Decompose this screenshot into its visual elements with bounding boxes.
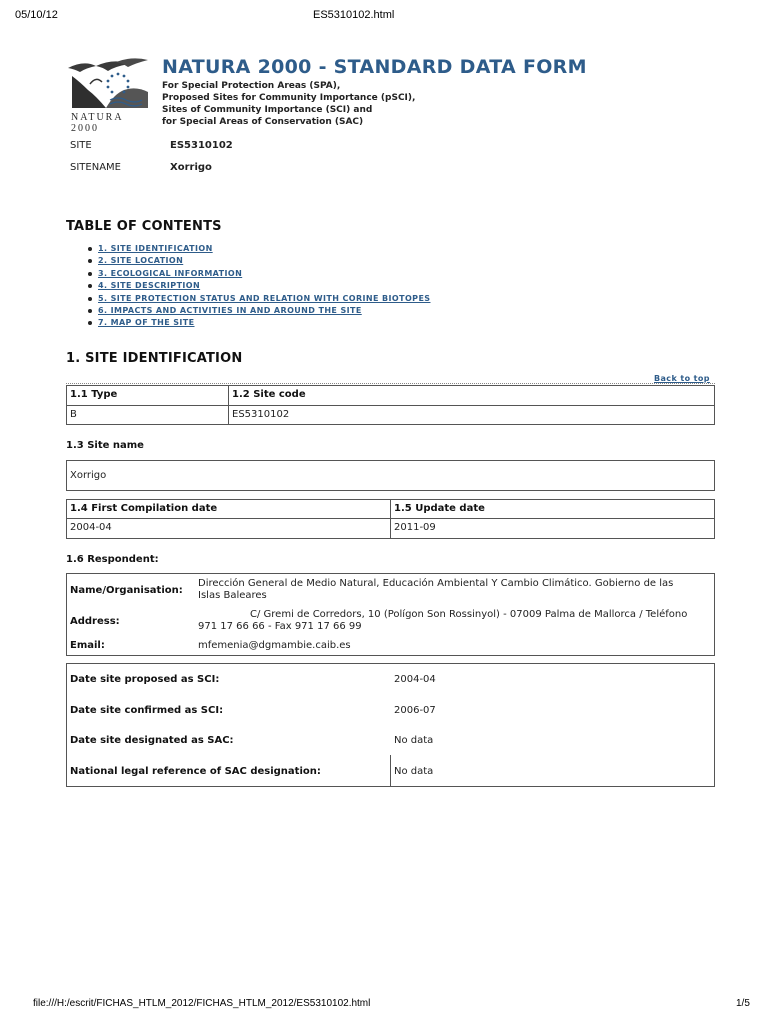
table-divider — [390, 755, 391, 787]
first-compilation-value: 2004-04 — [70, 522, 112, 533]
table-divider — [66, 405, 715, 406]
date-proposed-sci-label: Date site proposed as SCI: — [70, 674, 220, 685]
toc-link-protection-status[interactable]: 5. SITE PROTECTION STATUS AND RELATION WITH CORINE BIOTOPES — [98, 293, 431, 303]
update-date-label: 1.5 Update date — [394, 503, 485, 514]
section1-heading: 1. SITE IDENTIFICATION — [66, 351, 243, 366]
legal-reference-sac-value: No data — [394, 766, 434, 777]
toc-link-site-location[interactable]: 2. SITE LOCATION — [98, 256, 184, 266]
address-value — [198, 609, 710, 633]
site-name-value: Xorrigo — [70, 470, 107, 481]
sitename-label: SITENAME — [70, 162, 121, 173]
site-name-box — [66, 460, 715, 491]
toc-item — [88, 294, 430, 306]
subtitle — [162, 80, 415, 128]
site-value: ES5310102 — [170, 140, 233, 151]
toc-link-site-identification[interactable]: 1. SITE IDENTIFICATION — [98, 244, 213, 253]
toc-item — [88, 244, 430, 256]
site-code-label: 1.2 Site code — [232, 389, 306, 400]
date-confirmed-sci-value: 2006-07 — [394, 705, 436, 716]
date-designated-sac-label: Date site designated as SAC: — [70, 735, 234, 746]
first-compilation-label: 1.4 First Compilation date — [70, 503, 218, 514]
toc-link-site-description[interactable]: 4. SITE DESCRIPTION — [98, 281, 201, 291]
site-name-label: 1.3 Site name — [66, 440, 144, 451]
toc-item — [88, 281, 430, 293]
table-divider — [228, 385, 229, 425]
toc-list — [88, 244, 430, 331]
name-organisation-label: Name/Organisation: — [70, 585, 183, 596]
email-value: mfemenia@dgmambie.caib.es — [198, 640, 351, 651]
table-divider — [390, 499, 391, 539]
subtitle-line: Proposed Sites for Community Importance (pSCI), — [162, 93, 416, 103]
name-organisation-value — [198, 578, 710, 602]
print-date: 05/10/12 — [15, 9, 58, 21]
page-title: NATURA 2000 - STANDARD DATA FORM — [162, 56, 587, 78]
date-proposed-sci-value: 2004-04 — [394, 674, 436, 685]
name-organisation-line: Islas Baleares — [198, 590, 267, 601]
respondent-heading: 1.6 Respondent: — [66, 554, 159, 565]
address-line: 971 17 66 66 - Fax 971 17 66 99 — [198, 621, 362, 632]
toc-item — [88, 256, 430, 268]
print-file-title: ES5310102.html — [313, 9, 395, 21]
back-to-top-link[interactable]: Back to top — [654, 374, 710, 383]
address-line: C/ Gremi de Corredors, 10 (Polígon Son Rossinyol) - 07009 Palma de Mallorca / Teléfono — [250, 609, 688, 620]
toc-heading: TABLE OF CONTENTS — [66, 219, 222, 234]
print-footer-page: 1/5 — [736, 998, 750, 1009]
date-confirmed-sci-label: Date site confirmed as SCI: — [70, 705, 224, 716]
address-label: Address: — [70, 616, 120, 627]
legal-reference-sac-label: National legal reference of SAC designation: — [70, 766, 321, 777]
subtitle-line: For Special Protection Areas (SPA), — [162, 81, 341, 91]
site-code-value: ES5310102 — [232, 409, 290, 420]
toc-link-impacts-activities[interactable]: 6. IMPACTS AND ACTIVITIES IN AND AROUND THE SITE — [98, 305, 362, 315]
toc-link-map[interactable]: 7. MAP OF THE SITE — [98, 318, 195, 328]
print-footer-path: file:///H:/escrit/FICHAS_HTLM_2012/FICHAS_HTLM_2012/ES5310102.html — [33, 998, 371, 1009]
natura-2000-logo — [66, 56, 152, 134]
section-divider — [66, 383, 715, 384]
toc-item — [88, 318, 430, 330]
date-designated-sac-value: No data — [394, 735, 434, 746]
subtitle-line: Sites of Community Importance (SCI) and — [162, 105, 373, 115]
email-label: Email: — [70, 640, 105, 651]
type-value: B — [70, 409, 77, 420]
update-date-value: 2011-09 — [394, 522, 436, 533]
toc-item — [88, 269, 430, 281]
name-organisation-line: Dirección General de Medio Natural, Educación Ambiental Y Cambio Climático. Gobierno de las — [198, 578, 674, 589]
type-label: 1.1 Type — [70, 389, 118, 400]
toc-item — [88, 306, 430, 318]
subtitle-line: for Special Areas of Conservation (SAC) — [162, 117, 364, 127]
toc-link-ecological-information[interactable]: 3. ECOLOGICAL INFORMATION — [98, 268, 243, 278]
sitename-value: Xorrigo — [170, 162, 212, 173]
site-label: SITE — [70, 140, 92, 151]
logo-text: NATURA 2000 — [71, 112, 124, 134]
